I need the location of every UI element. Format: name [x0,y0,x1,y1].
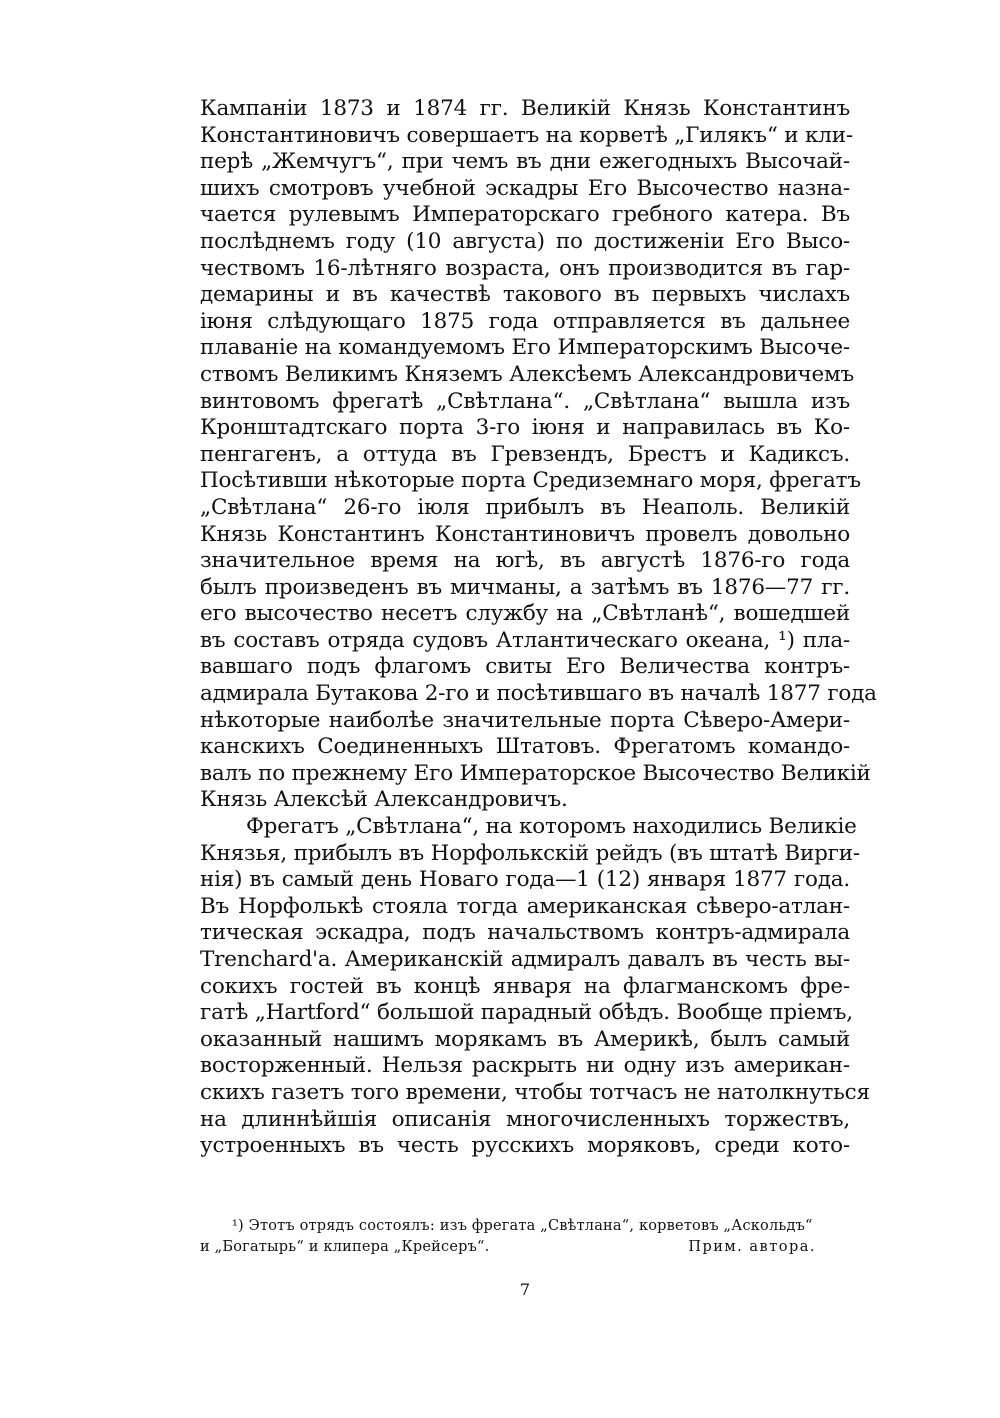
text-line: Князь Алексѣй Александровичъ. [200,787,568,813]
text-line: чается рулевымъ Императорскаго гребного катера. Въ [200,202,850,228]
text-line: Въ Норфолькѣ стояла тогда американская сѣверо-атлан- [200,893,850,919]
text-line: сокихъ гостей въ концѣ января на флагманскомъ фре- [200,973,850,999]
footnote-line [200,1237,850,1258]
page-number: 7 [519,1280,531,1299]
text-line: тическая эскадра, подъ начальствомъ контръ-адмирала [200,920,850,946]
text-line: скихъ газетъ того времени, чтобы тотчасъ не натолкнуться [200,1079,870,1105]
text-line: нія) въ самый день Новаго года—1 (12) января 1877 года. [200,867,850,893]
text-line: вавшаго подъ флагомъ свиты Его Величества контръ- [200,654,850,680]
text-line: Константиновичъ совершаетъ на корветѣ „Гилякъ“ и кли- [200,122,853,148]
text-line: значительное время на югѣ, въ августѣ 1876-го года [200,548,850,574]
text-line: Кампаніи 1873 и 1874 гг. Великій Князь Константинъ [200,96,850,121]
text-line: адмирала Бутакова 2-го и посѣтившаго въ началѣ 1877 года [200,681,877,707]
text-line: шихъ смотровъ учебной эскадры Его Высочество назна- [200,175,850,201]
text-line: гатѣ „Hartford“ большой парадный обѣдъ. Вообще пріемъ, [200,1000,853,1026]
text-line: Князья, прибылъ въ Норфолькскій рейдъ (въ штатѣ Вирги- [200,840,860,866]
footnote-text: и „Богатырь“ и клипера „Крейсеръ“. [200,1239,490,1255]
text-line: іюня слѣдующаго 1875 года отправляется въ дальнее [200,308,850,334]
text-line: въ составъ отряда судовъ Атлантическаго океана, ¹) пла- [200,627,850,653]
text-line: Trenchard'a. Американскій адмиралъ давалъ въ честь вы- [200,947,850,972]
text-line: перѣ „Жемчугъ“, при чемъ въ дни ежегодныхъ Высочай- [200,149,850,175]
text-line: чествомъ 16-лѣтняго возраста, онъ производится въ гар- [200,255,850,281]
footnote-line: ¹) Этотъ отрядъ состоялъ: изъ фрегата „Свѣтлана“, корветовъ „Аскольдъ“ [232,1218,813,1234]
text-line: плаваніе на командуемомъ Его Императорскимъ Высоче- [200,335,850,361]
text-line: „Свѣтлана“ 26-го іюля прибылъ въ Неаполь. Великій [200,494,850,520]
text-line: восторженный. Нельзя раскрыть ни одну изъ американ- [200,1053,850,1079]
text-line: оказанный нашимъ морякамъ въ Америкѣ, былъ самый [200,1026,850,1052]
text-line: Кронштадтскаго порта 3-го іюня и направилась въ Ко- [200,415,850,441]
text-line: Князь Константинъ Константиновичъ провелъ довольно [200,521,850,547]
body-text [200,96,877,1160]
text-line: винтовомъ фрегатѣ „Свѣтлана“. „Свѣтлана“ вышла изъ [200,388,850,414]
text-line: канскихъ Соединенныхъ Штатовъ. Фрегатомъ командо- [200,734,850,760]
text-line: послѣднемъ году (10 августа) по достиженіи Его Высо- [200,228,850,254]
text-line: Фрегатъ „Свѣтлана“, на которомъ находились Великіе [246,814,857,840]
text-line: устроенныхъ въ честь русскихъ моряковъ, среди кото- [200,1133,850,1159]
text-line: демарины и въ качествѣ такового въ первыхъ числахъ [200,282,850,308]
text-line: былъ произведенъ въ мичманы, а затѣмъ въ 1876—77 гг. [200,574,850,600]
footnote [200,1216,850,1258]
text-line: Посѣтивши нѣкоторые порта Средиземнаго моря, фрегатъ [200,468,861,494]
text-line: нѣкоторые наиболѣе значительные порта Сѣверо-Амери- [200,707,850,733]
text-line: на длиннѣйшія описанія многочисленныхъ торжествъ, [200,1106,850,1132]
text-line: ствомъ Великимъ Княземъ Алексѣемъ Александровичемъ [200,361,855,387]
footnote-author-note: Прим. автора. [688,1239,816,1255]
text-line: его высочество несетъ службу на „Свѣтланѣ“, вошедшей [200,601,850,627]
text-line: валъ по прежнему Его Императорское Высочество Великій [200,760,871,786]
text-line: пенгагенъ, а оттуда въ Гревзендъ, Брестъ и Кадиксъ. [200,441,850,467]
